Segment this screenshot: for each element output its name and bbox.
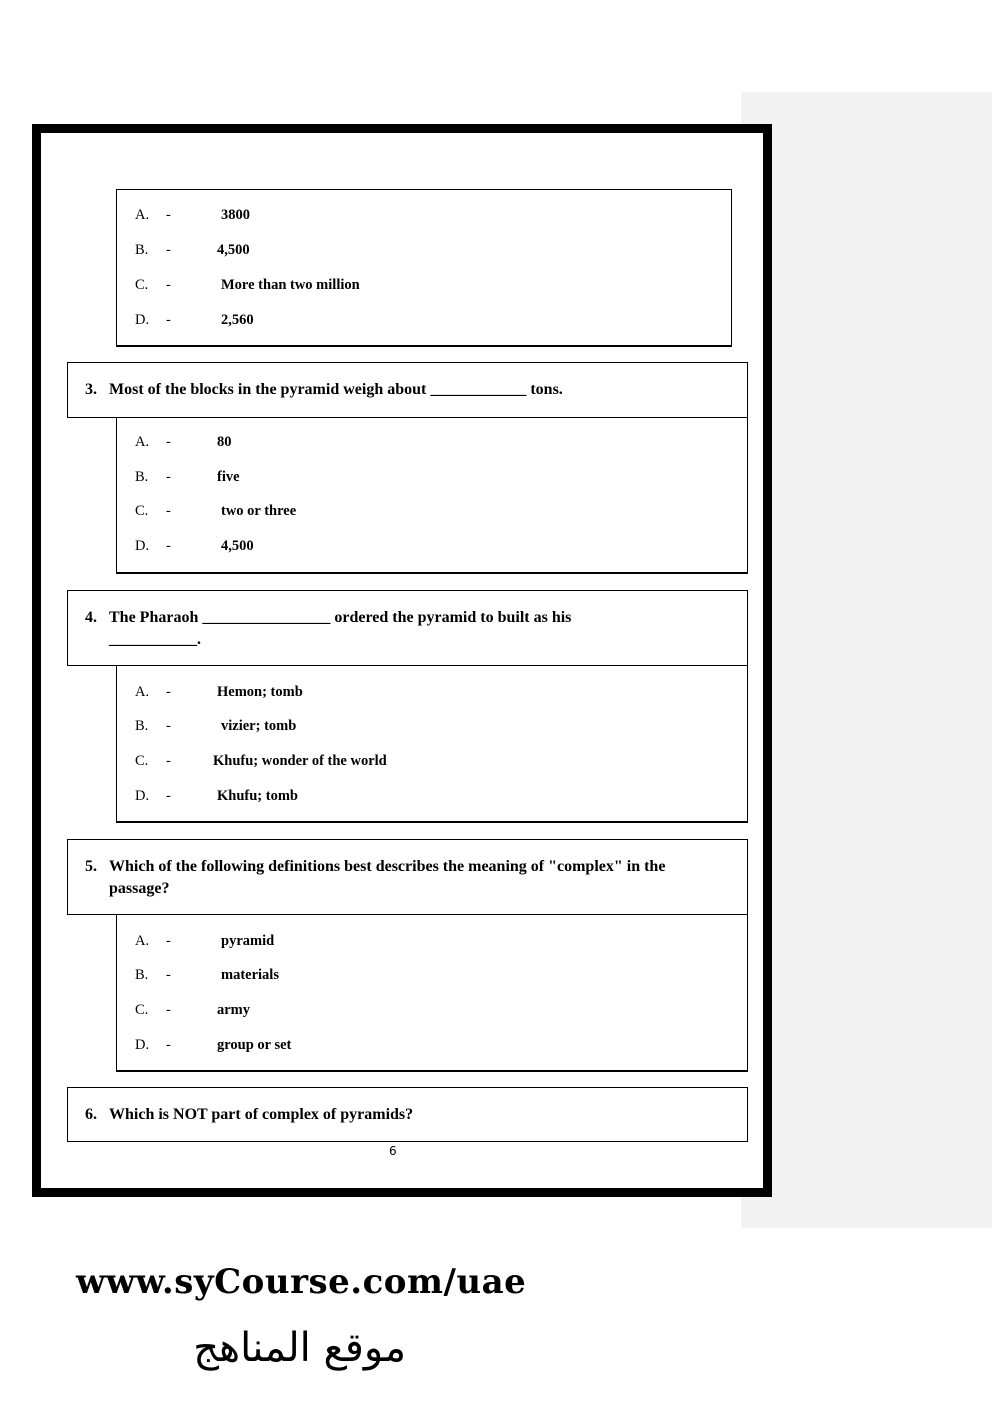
option-dash: - — [166, 933, 171, 949]
option-dash: - — [166, 967, 171, 983]
option-dash: - — [166, 1002, 171, 1018]
option-letter: A. — [135, 207, 150, 223]
question-number: 5. — [85, 858, 97, 875]
option-text: 3800 — [221, 207, 250, 223]
option-dash: - — [166, 242, 171, 258]
option-letter: B. — [135, 242, 149, 258]
option-dash: - — [166, 753, 171, 769]
option-dash: - — [166, 684, 171, 700]
option-text: group or set — [217, 1037, 292, 1053]
option-text: 80 — [217, 434, 232, 450]
option-letter: C. — [135, 503, 149, 519]
question-text: Which is NOT part of complex of pyramids? — [109, 1106, 414, 1123]
option-text: Khufu; tomb — [217, 788, 298, 804]
option-text: materials — [221, 967, 279, 983]
option-letter: C. — [135, 277, 149, 293]
question-number: 6. — [85, 1106, 97, 1123]
option-text: 2,560 — [221, 312, 254, 328]
option-dash: - — [166, 503, 171, 519]
site-arabic-title: موقع المناهج — [193, 1325, 406, 1371]
option-letter: A. — [135, 684, 150, 700]
margin-panel — [741, 92, 992, 1228]
q3-answers-box — [116, 417, 748, 574]
option-letter: D. — [135, 312, 150, 328]
option-text: 4,500 — [221, 538, 254, 554]
question-number: 3. — [85, 381, 97, 398]
q2-answers-box — [116, 189, 732, 347]
option-dash: - — [166, 434, 171, 450]
option-dash: - — [166, 718, 171, 734]
option-text: pyramid — [221, 933, 275, 949]
option-dash: - — [166, 788, 171, 804]
option-text: More than two million — [221, 277, 360, 293]
option-letter: C. — [135, 1002, 149, 1018]
question-text: The Pharaoh ________________ ordered the pyramid to built as his ___________. — [109, 609, 572, 648]
option-text: vizier; tomb — [221, 718, 297, 734]
option-dash: - — [166, 312, 171, 328]
page-number: 6 — [389, 1144, 397, 1158]
option-letter: B. — [135, 967, 149, 983]
option-letter: A. — [135, 434, 150, 450]
option-dash: - — [166, 277, 171, 293]
question-number: 4. — [85, 609, 97, 626]
option-text: two or three — [221, 503, 297, 519]
option-letter: A. — [135, 933, 150, 949]
option-letter: D. — [135, 1037, 150, 1053]
q6-question-box — [67, 1087, 748, 1142]
option-text: Hemon; tomb — [217, 684, 303, 700]
option-dash: - — [166, 469, 171, 485]
option-text: five — [217, 469, 240, 485]
q5-answers-box — [116, 914, 748, 1072]
option-text: 4,500 — [217, 242, 250, 258]
question-text: Most of the blocks in the pyramid weigh about ____________ tons. — [109, 381, 563, 398]
q4-question-box — [67, 590, 748, 666]
question-text: Which of the following definitions best describes the meaning of "complex" in the passage? — [109, 858, 666, 897]
option-text: Khufu; wonder of the world — [213, 753, 387, 769]
option-dash: - — [166, 207, 171, 223]
site-url-link[interactable]: www.syCourse.com/uae — [76, 1262, 527, 1302]
q4-answers-box — [116, 665, 748, 823]
option-letter: B. — [135, 718, 149, 734]
q5-question-box — [67, 839, 748, 915]
option-letter: D. — [135, 788, 150, 804]
option-letter: C. — [135, 753, 149, 769]
q3-question-box — [67, 362, 748, 418]
option-letter: D. — [135, 538, 150, 554]
option-text: army — [217, 1002, 251, 1018]
option-dash: - — [166, 538, 171, 554]
option-letter: B. — [135, 469, 149, 485]
option-dash: - — [166, 1037, 171, 1053]
